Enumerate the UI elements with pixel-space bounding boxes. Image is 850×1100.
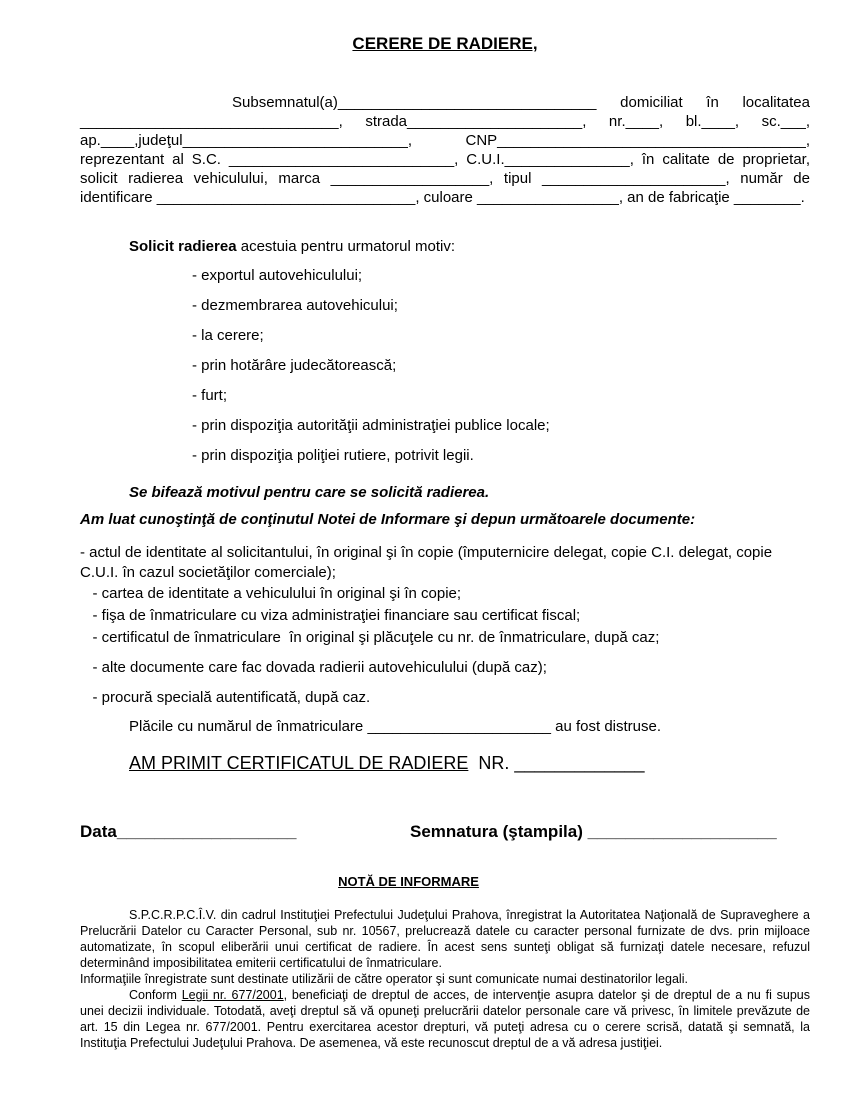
law-reference-link[interactable]: Legii nr. 677/2001 (181, 988, 284, 1002)
document-item-id: - actul de identitate al solicitantului, în original şi în copie (împuternicire delegat, copie C.I. delegat, copie C.U.I. în cazul societăţilor comerciale); (80, 544, 773, 581)
nota-paragraph-1: S.P.C.R.P.C.Î.V. din cadrul Instituţiei Prefectului Judeţului Prahova, înregistrat la Autoritatea Naţională de Supraveghere a Prelucrării Datelor cu Caracter Personal, sub nr. 10567, prelucrează datele cu caracter personal furnizate de dvs. prin mijloace automatizate, în scopul eliberării unui certificat de radiere. În acest sens sunteţi obligat să furnizaţi datele necesare, refuzul determinând imposibilitatea emiterii certificatului de înmatriculare. (80, 908, 810, 970)
nota-p3-start: Conform (129, 988, 182, 1002)
motive-item-dismantle: - dezmembrarea autovehicului; (192, 297, 398, 314)
plates-destroyed-line: Plăcile cu numărul de înmatriculare ______________________ au fost distruse. (129, 718, 662, 735)
motive-item-theft: - furt; (192, 387, 228, 404)
documents-heading: Am luat cunoştinţă de conţinutul Notei de Informare şi depun următoarele documente: (80, 511, 696, 528)
motive-item-local-authority: - prin dispoziţia autorităţii administraţiei publice locale; (192, 417, 550, 434)
motive-heading-rest: acestuia pentru urmatorul motiv: (236, 238, 455, 255)
document-item-certificate: - certificatul de înmatriculare în original şi plăcuţele cu nr. de înmatriculare, după caz; (80, 629, 660, 646)
document-item-other: - alte documente care fac dovada radierii autovehiculului (după caz); (80, 659, 547, 676)
document-item-vehicle-card: - cartea de identitate a vehiculului în original şi în copie; (80, 585, 462, 602)
motive-item-police: - prin dispoziţia poliţiei rutiere, potrivit legii. (192, 447, 474, 464)
motive-item-court: - prin hotărâre judecătorească; (192, 357, 397, 374)
applicant-details-paragraph: Subsemnatul(a)_______________________________ domiciliat în localitatea _______________________________, strada_____________________, nr.____, bl.____, sc.___, ap.____,judeţul___________________________, CNP_____________________________________, reprezentant al S.C. ___________________________, C.U.I._______________, în calitate de proprietar, solicit radierea vehiculului, marca ___________________, tipul ______________________, număr de identificare _______________________________, culoare _________________, an de fabricaţie ________. (80, 94, 810, 206)
certificate-number: NR. _____________ (478, 753, 645, 773)
motive-heading-bold: Solicit radierea (129, 238, 237, 255)
motive-item-export: - exportul autovehiculului; (192, 267, 363, 284)
nota-title: NOTĂ DE INFORMARE (338, 874, 479, 889)
certificate-received-line (129, 753, 645, 774)
motive-item-request: - la cerere; (192, 327, 264, 344)
nota-paragraph-2: Informaţiile înregistrate sunt destinate utilizării de către operator şi sunt comunicate numai destinatorilor legali. (80, 972, 688, 986)
nota-p3-rest: , beneficiaţi de dreptul de acces, de intervenţie asupra datelor şi de dreptul de a nu fi supus unei decizii individuale. Totodată, aveţi dreptul să vă opuneţi prelucrării datelor personale care vă privesc, în limitele prevăzute de art. 15 din Legea nr. 677/2001. Pentru exercitarea acestor drepturi, vă puteţi adresa cu o cerere scrisă, datată şi semnată, la Instituţia Prefectului Judeţului Prahova. De asemenea, vă este recunoscut dreptul de a vă adresa justiţiei. (80, 988, 811, 1050)
nota-paragraph-3 (80, 987, 810, 1051)
document-title: CERERE DE RADIERE, (352, 34, 538, 53)
signature-field: Semnatura (ştampila) ____________________ (410, 822, 777, 841)
document-item-registration-sheet: - fişa de înmatriculare cu viza administraţiei financiare sau certificat fiscal; (80, 607, 581, 624)
motive-note: Se bifează motivul pentru care se solicită radierea. (129, 484, 490, 501)
document-item-power-of-attorney: - procură specială autentificată, după caz. (80, 689, 371, 706)
certificate-label: AM PRIMIT CERTIFICATUL DE RADIERE (129, 753, 469, 773)
date-field: Data___________________ (80, 822, 297, 841)
motive-heading (129, 237, 455, 256)
